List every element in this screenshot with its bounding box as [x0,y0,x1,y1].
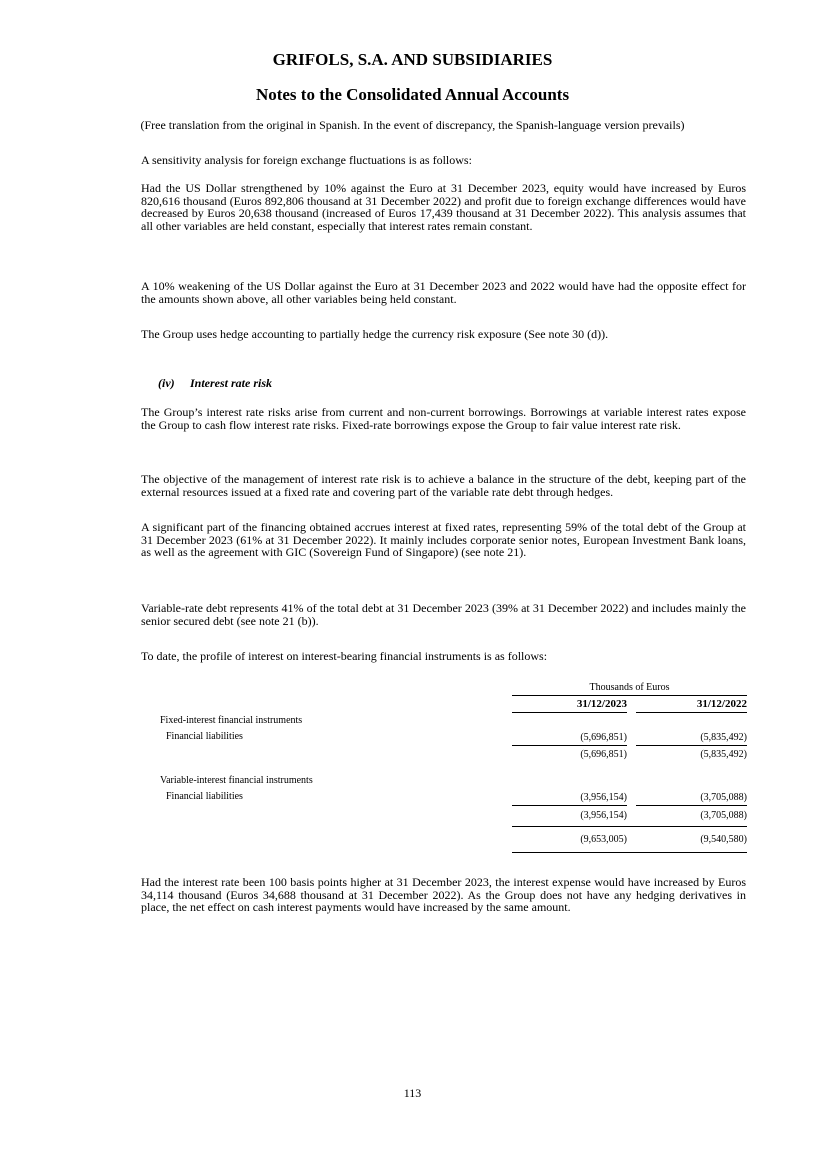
table-header-rule [512,695,747,696]
section-title: Interest rate risk [190,376,273,390]
variable-liabilities-2023: (3,956,154) [580,792,627,803]
variable-financial-liabilities-label: Financial liabilities [166,791,243,802]
total-rule-bottom [512,852,747,853]
company-name: GRIFOLS, S.A. AND SUBSIDIARIES [272,50,553,69]
variable-interest-label: Variable-interest financial instruments [160,775,313,786]
variable-liabilities-2022: (3,705,088) [700,792,747,803]
paragraph-variable-rate-debt: Variable-rate debt represents 41% of the total debt at 31 December 2023 (39% at 31 December 2022) and includes mainly the senior secured debt (see note 21 (b)). [141,601,746,628]
paragraph-interest-risk-sources: The Group’s interest rate risks arise from current and non-current borrowings. Borrowings at variable interest rates expose the Group to cash flow interest rate risks. Fixed-rate borrowings expose the Group to fair value interest rate risk. [141,405,746,432]
paragraph-sensitivity-intro: A sensitivity analysis for foreign exchange fluctuations is as follows: [141,153,472,167]
variable-subtotal-2022: (3,705,088) [700,810,747,821]
fixed-interest-label: Fixed-interest financial instruments [160,715,303,726]
fixed-subtotal-2022: (5,835,492) [700,749,747,760]
paragraph-basis-points-sensitivity: Had the interest rate been 100 basis points higher at 31 December 2023, the interest expense would have increased by Euros 34,114 thousand (Euros 34,688 thousand at 31 December 2022). As the Group does not have any hedging derivatives in place, the net effect on cash interest payments would have increased by the same amount. [141,875,746,914]
paragraph-management-objective: The objective of the management of interest rate risk is to achieve a balance in the structure of the debt, keeping part of the external resources issued at a fixed rate and covering part of the variable rate debt through hedges. [141,472,746,499]
variable-subtotal-rule-2023 [512,805,627,806]
paragraph-usd-strengthened: Had the US Dollar strengthened by 10% against the Euro at 31 December 2023, equity would have increased by Euros 820,616 thousand (Euros 892,806 thousand at 31 December 2022) and profit due to foreign exchange differences would have decreased by Euros 20,638 thousand (increased of Euros 17,439 thousand at 31 December 2022). This analysis assumes that all other variables are held constant, especially that interest rates remain constant. [141,181,746,233]
fixed-subtotal-rule-2022 [636,745,747,746]
section-number: (iv) [158,376,175,390]
fixed-liabilities-2023: (5,696,851) [580,732,627,743]
paragraph-profile-intro: To date, the profile of interest on interest-bearing financial instruments is as follows: [141,649,548,663]
fixed-liabilities-2022: (5,835,492) [700,732,747,743]
fixed-financial-liabilities-label: Financial liabilities [166,731,243,742]
variable-subtotal-rule-2022 [636,805,747,806]
paragraph-hedge-accounting: The Group uses hedge accounting to partially hedge the currency risk exposure (See note 30 (d)). [141,327,609,341]
section-heading [158,376,272,391]
total-2023: (9,653,005) [580,834,627,845]
column-rule-2023 [512,712,627,713]
total-rule-top [512,826,747,827]
paragraph-usd-weakening: A 10% weakening of the US Dollar against the Euro at 31 December 2023 and 2022 would have had the opposite effect for the amounts shown above, all other variables being held constant. [141,279,746,306]
total-2022: (9,540,580) [700,834,747,845]
column-header-2022: 31/12/2022 [696,698,747,710]
column-header-2023: 31/12/2023 [576,698,627,710]
table-unit-header: Thousands of Euros [589,682,670,693]
fixed-subtotal-rule-2023 [512,745,627,746]
page-title: Notes to the Consolidated Annual Accounts [255,85,570,104]
page-number: 113 [403,1086,422,1100]
translation-note: (Free translation from the original in Spanish. In the event of discrepancy, the Spanish-language version prevails) [140,118,685,132]
fixed-subtotal-2023: (5,696,851) [580,749,627,760]
variable-subtotal-2023: (3,956,154) [580,810,627,821]
column-rule-2022 [636,712,747,713]
paragraph-fixed-rate-financing: A significant part of the financing obtained accrues interest at fixed rates, representing 59% of the total debt of the Group at 31 December 2023 (61% at 31 December 2022). It mainly includes corporate senior notes, European Investment Bank loans, as well as the agreement with GIC (Sovereign Fund of Singapore) (see note 21). [141,520,746,559]
